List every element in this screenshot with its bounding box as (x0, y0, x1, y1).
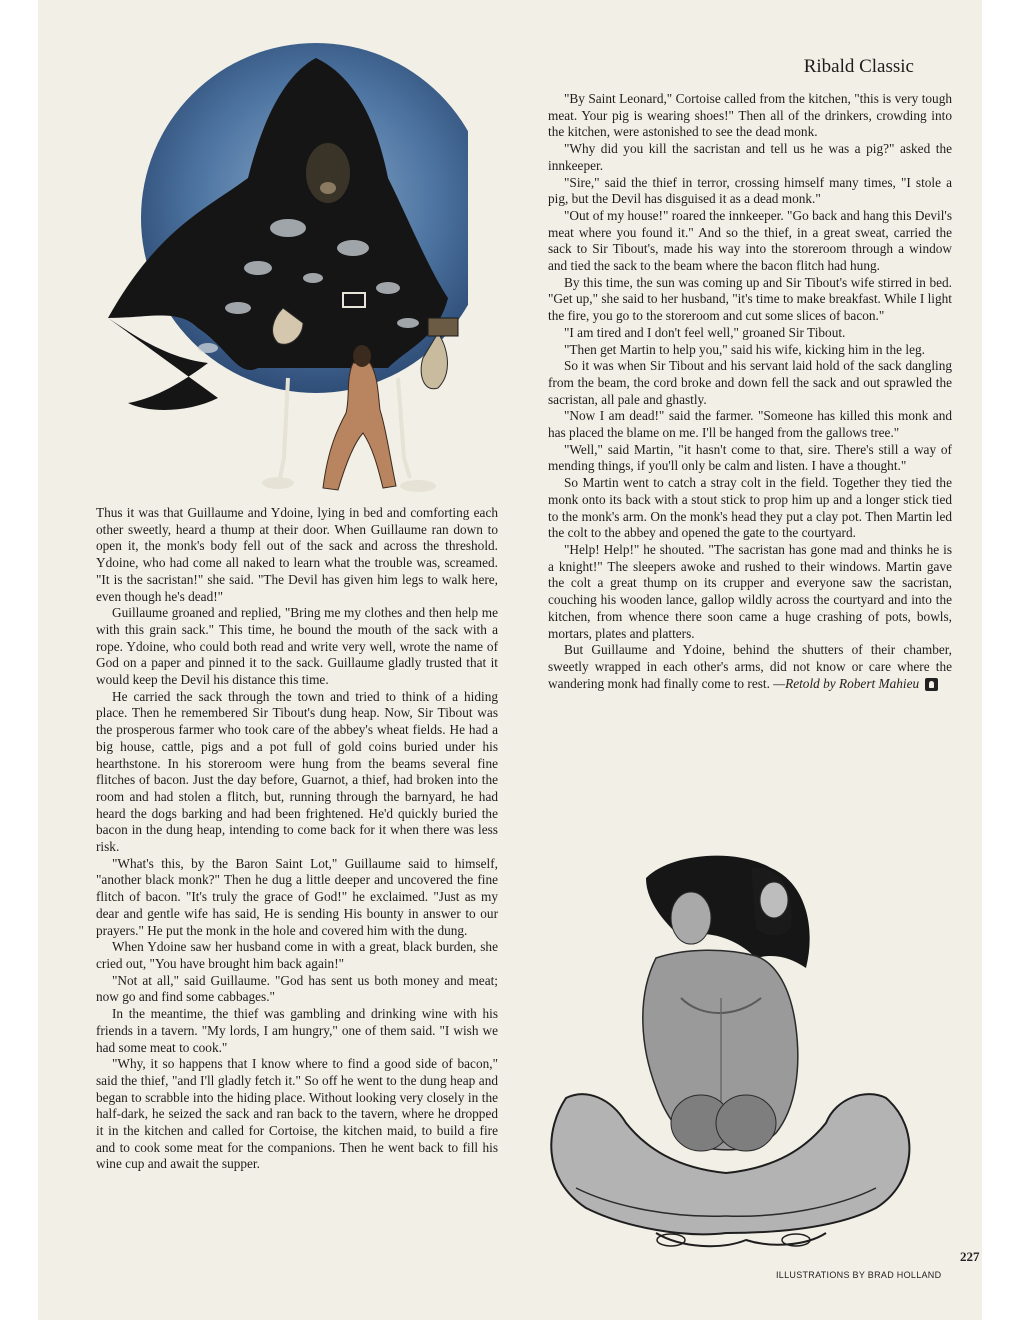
paragraph: When Ydoine saw her husband come in with a great, black burden, she cried out, "You have brought him back again!" (96, 939, 498, 971)
paragraph: "Then get Martin to help you," said his wife, kicking him in the leg. (564, 341, 925, 357)
retold-by: —Retold by Robert Mahieu (773, 675, 920, 691)
paragraph: Guillaume groaned and replied, "Bring me my clothes and then help me with this grain sack." This time, he bound the mouth of the sack with a rope. Ydoine, who could both read and write very well, wrote the name of God on a paper and pinned it to the sack. Guillaume gladly trusted that it would keep the Devil his distance this time. (96, 605, 498, 688)
paragraph: "By Saint Leonard," Cortoise called from the kitchen, "this is very tough meat. Your pig is wearing shoes!" Then all of the drinkers, crowding into the kitchen, were astonished to see the dead monk. (548, 91, 952, 140)
left-text-column (96, 505, 498, 1173)
paragraph: "Now I am dead!" said the farmer. "Someone has killed this monk and has placed the blame on me. I'll be hanged from the gallows tree." (548, 408, 952, 441)
final-paragraph-text: But Guillaume and Ydoine, behind the shutters of their chamber, sweetly wrapped in each other's arms, did not know or care where the wandering monk had finally come to rest. (548, 642, 952, 691)
paragraph: "What's this, by the Baron Saint Lot," Guillaume said to himself, "another black monk?" Then he dug a little deeper and uncovered the fine flitch of bacon. "It's truly the grace of God!" he exclaimed. "Just as my dear and gentle wife has said, He is sending His bounty in answer to our prayers." He put the monk in the hole and covered him with the dung. (96, 855, 498, 938)
rabbit-endmark-icon (925, 678, 938, 691)
paragraph: "Not at all," said Guillaume. "God has sent us both money and meat; now go and find some cabbages." (96, 972, 498, 1005)
paragraph-final (548, 642, 952, 692)
paragraph: "Out of my house!" roared the innkeeper. "Go back and hang this Devil's meat where you found it." And so the thief, in a great sweat, carried the sack to Sir Tibout's, made his way into the storeroom through a window and tied the sack to the beam where the bacon flitch had hung. (548, 207, 952, 274)
paragraph: "Why did you kill the sacristan and tell us he was a pig?" asked the innkeeper. (548, 141, 952, 173)
paragraph: "Help! Help!" he shouted. "The sacristan has gone mad and thinks he is a knight!" The sleepers awoke and rushed to their windows. Martin gave the colt a great thump on its crupper and everyone saw the sacristan, couching his wooden lance, gallop wildly across the courtyard and into the kitchen, from whence there soon came a huge crashing of pots, bowls, mortars, plates and platters. (548, 541, 952, 641)
illustrations-credit: ILLUSTRATIONS BY BRAD HOLLAND (776, 1270, 942, 1280)
paragraph: He carried the sack through the town and tried to think of a hiding place. Then he remembered Sir Tibout's dung heap. Now, Sir Tibout was the prosperous farmer who took care of the abbey's wheat fields. He had a big house, cattle, pigs and a pot full of gold coins buried under his hearthstone. In his storeroom were hung from the beams several fine flitches of bacon. Just the day before, Guarnot, a thief, had broken into the room and had stolen a flitch, but, running through the barnyard, he had heard the dogs barking and had been frightened. He'd quickly buried the bacon in the dung heap, intending to come back for it when there was less risk. (96, 688, 498, 855)
section-title: Ribald Classic (803, 56, 914, 77)
paragraph: So it was when Sir Tibout and his servant laid hold of the sack dangling from the beam, the cord broke and down fell the sack and out sprawled the sacristan, all pale and ghastly. (548, 358, 952, 407)
paragraph: "Well," said Martin, "it hasn't come to that, sire. There's still a way of mending things, if you'll only be calm and listen. I have a thought." (548, 441, 952, 474)
couple-illustration (506, 848, 956, 1258)
paragraph: By this time, the sun was coming up and Sir Tibout's wife stirred in bed. "Get up," she said to her husband, "it's time to make breakfast. While I light the fire, you go to the storeroom and cut some slices of bacon." (548, 274, 952, 324)
face-right (760, 882, 788, 918)
page-number: 227 (960, 1249, 980, 1264)
monk-illustration (88, 18, 468, 503)
right-text-column (548, 91, 952, 692)
paragraph: "Why, it so happens that I know where to find a good side of bacon," said the thief, "and I'll gladly fetch it." So off he went to the dung heap and began to scrabble into the hiding place. Without looking very closely in the half-dark, he seized the sack and ran back to the tavern, where he dropped it in the kitchen and called for Cortoise, the kitchen maid, to build a fire and to cook some meat for the companions. Then he went back to fill his wine cup and await the supper. (96, 1056, 498, 1172)
paragraph: "I am tired and I don't feel well," groaned Sir Tibout. (564, 324, 846, 340)
magazine-page (38, 0, 982, 1320)
paragraph: "Sire," said the thief in terror, crossing himself many times, "I stole a pig, but the Devil has disguised it as a dead monk." (548, 174, 952, 207)
paragraph: In the meantime, the thief was gambling and drinking wine with his friends in a tavern. "My lords, I am hungry," one of them said. "I wish we had some meat to cook." (96, 1006, 498, 1055)
paragraph: So Martin went to catch a stray colt in the field. Together they tied the monk onto its back with a stout stick to prop him up and a longer stick tied to the monk's arm. On the monk's head they put a clay pot. Then Martin led the colt to the abbey and opened the gate to the courtyard. (548, 475, 952, 541)
face-left (671, 892, 711, 944)
paragraph: Thus it was that Guillaume and Ydoine, lying in bed and comforting each other sweetly, heard a thump at their door. When Guillaume ran down to open it, the monk's body fell out of the sack and across the threshold. Ydoine, who had come all naked to learn what the trouble was, screamed. "It is the sacristan!" she said. "The Devil has given him legs to walk here, even though he's dead!" (96, 505, 498, 604)
